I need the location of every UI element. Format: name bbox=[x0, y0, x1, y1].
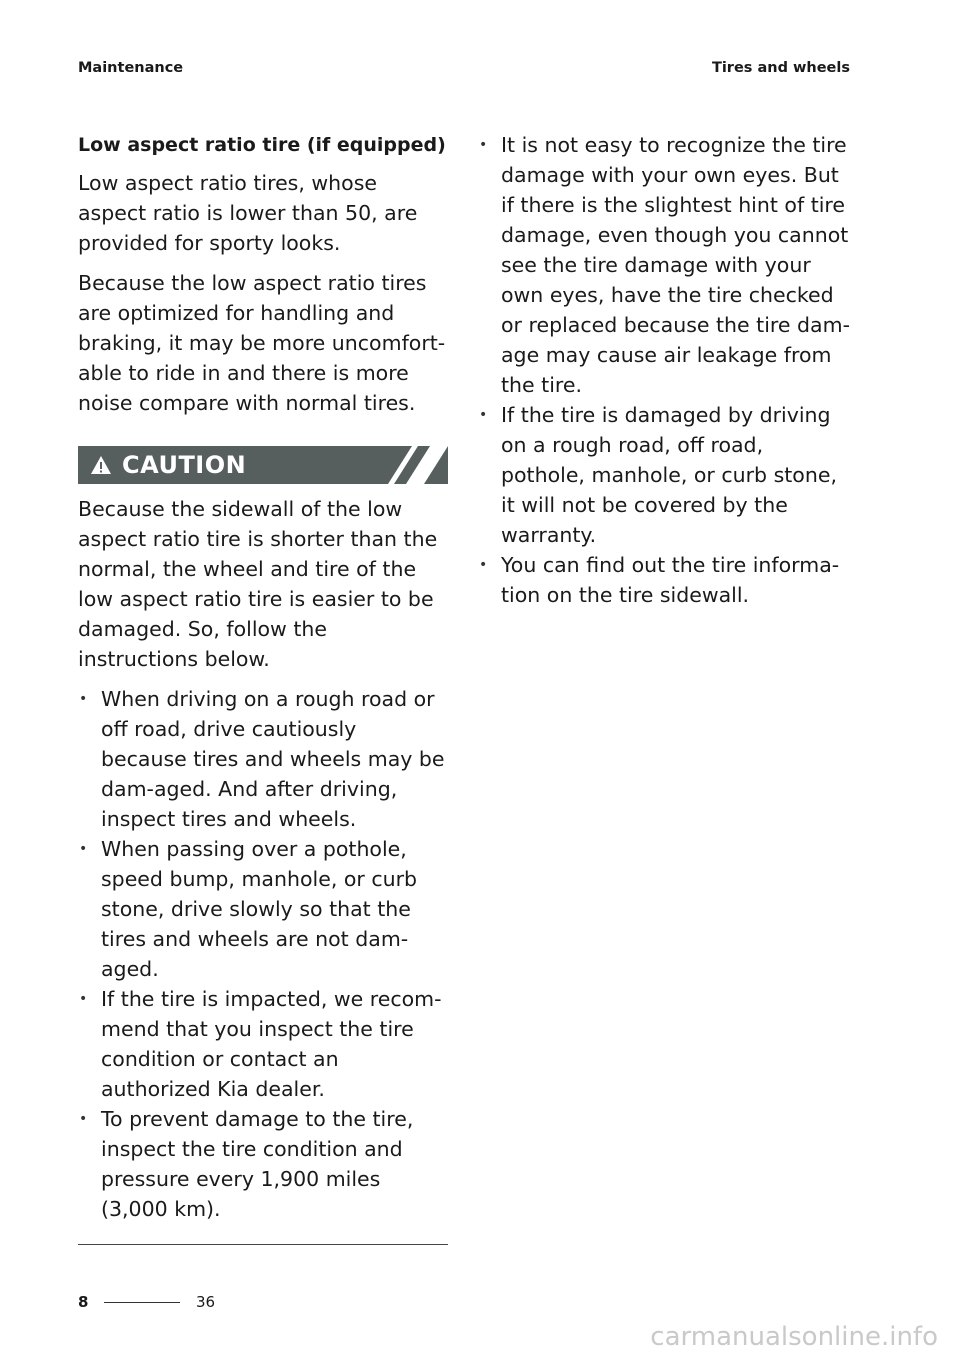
section-heading: Low aspect ratio tire (if equipped) bbox=[78, 134, 446, 156]
warning-triangle-icon bbox=[90, 455, 112, 475]
footer-rule bbox=[104, 1302, 180, 1303]
chapter-number: 8 bbox=[78, 1293, 89, 1311]
header-section-title: Maintenance bbox=[78, 60, 184, 76]
caution-list-continued bbox=[478, 130, 853, 610]
caution-stripes-decoration bbox=[388, 446, 448, 484]
list-item: • To prevent damage to the tire, inspect the tire condition and pressure every 1,900 miles (3,000 km). bbox=[78, 1104, 448, 1224]
list-item: • When passing over a pothole, speed bump, manhole, or curb stone, drive slowly so that the tires and wheels are not dam-aged. bbox=[78, 834, 448, 984]
page-number: 36 bbox=[196, 1293, 216, 1311]
header-chapter-title: Tires and wheels bbox=[711, 60, 850, 76]
list-item: • You can find out the tire informa-tion on the tire sidewall. bbox=[478, 550, 853, 610]
caution-banner bbox=[78, 446, 448, 484]
caution-text: Because the sidewall of the low aspect ratio tire is shorter than the normal, the wheel and tire of the low aspect ratio tire is easier to be damaged. So, follow the instructions below. bbox=[78, 497, 438, 671]
watermark-text: carmanualsonline.info bbox=[650, 1322, 938, 1352]
caution-list bbox=[78, 684, 448, 1224]
list-item: • If the tire is impacted, we recom-mend that you inspect the tire condition or contact an authorized Kia dealer. bbox=[78, 984, 448, 1104]
handling-paragraph: Because the low aspect ratio tires are optimized for handling and braking, it may be more uncomfort-able to ride in and there is more noise compare with normal tires. bbox=[78, 271, 446, 415]
list-item: • It is not easy to recognize the tire damage with your own eyes. But if there is the slightest hint of tire damage, even though you cannot see the tire damage with your own eyes, have the tire checked or replaced because the tire dam-age may cause air leakage from the tire. bbox=[478, 130, 853, 400]
list-item: • If the tire is damaged by driving on a rough road, off road, pothole, manhole, or curb stone, it will not be covered by the warranty. bbox=[478, 400, 853, 550]
intro-paragraph: Low aspect ratio tires, whose aspect ratio is lower than 50, are provided for sporty looks. bbox=[78, 171, 418, 255]
left-column bbox=[78, 130, 448, 1245]
page-footer bbox=[78, 1293, 215, 1311]
right-column bbox=[478, 130, 853, 610]
caution-label: CAUTION bbox=[122, 451, 247, 479]
caution-end-divider bbox=[78, 1244, 448, 1245]
list-item: • When driving on a rough road or off road, drive cautiously because tires and wheels may be dam-aged. And after driving, inspect tires and wheels. bbox=[78, 684, 448, 834]
